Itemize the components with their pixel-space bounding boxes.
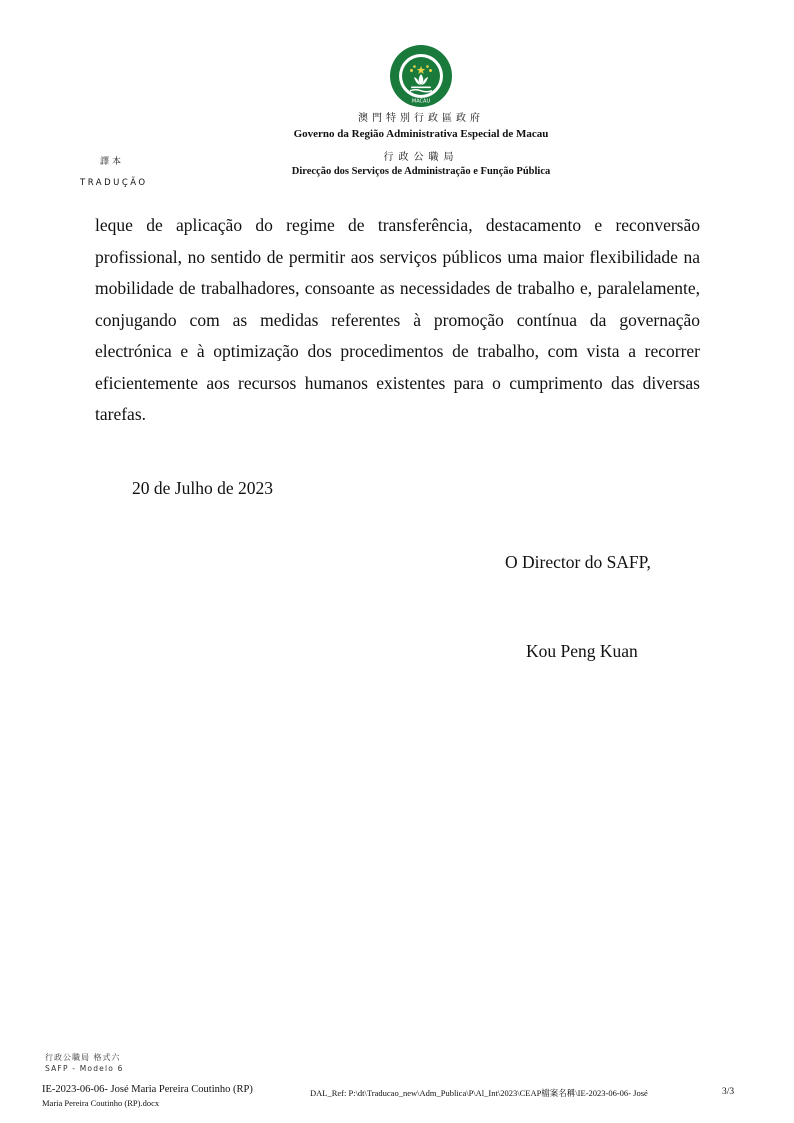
- region-name-portuguese: Governo da Região Administrativa Especial de Macau: [293, 128, 549, 140]
- macau-emblem: [389, 44, 453, 108]
- body-paragraph: leque de aplicação do regime de transferência, destacamento e reconversão profissional, no sentido de permitir aos serviços públicos uma maior flexibilidade na mobilidade de trabalhadores, consoante as necessidades de trabalho e, paralelamente, conjugando com as medidas referentes à promoção contínua da governação electrónica e à optimização dos procedimentos de trabalho, com vista a recorrer eficientemente aos recursos humanos existentes para o cumprimento das diversas tarefas.: [95, 215, 700, 424]
- page-number: 3/3: [722, 1087, 735, 1097]
- signer-name: Kou Peng Kuan: [526, 641, 638, 661]
- form-model-portuguese: SAFP - Modelo 6: [45, 1064, 124, 1073]
- signature-title: O Director do SAFP,: [505, 552, 651, 572]
- form-model-chinese: 行政公職局 格式六: [45, 1053, 121, 1062]
- document-date: 20 de Julho de 2023: [132, 478, 273, 498]
- department-name-portuguese: Direcção dos Serviços de Administração e Função Pública: [291, 166, 551, 177]
- translation-label-chinese: 譯本: [100, 157, 125, 167]
- footer-filename-line1: IE-2023-06-06- José Maria Pereira Coutinho (RP): [42, 1084, 253, 1095]
- translation-label-portuguese: TRADUÇÃO: [80, 178, 148, 188]
- emblem-caption: MACAU: [411, 98, 431, 105]
- footer-filename-line2: Maria Pereira Coutinho (RP).docx: [42, 1098, 160, 1108]
- region-name-chinese: 澳門特別行政區政府: [358, 113, 484, 124]
- department-name-chinese: 行政公職局: [383, 152, 459, 163]
- footer-reference-path: DAL_Ref: P:\dt\Traducao_new\Adm_Publica\P\Al_Int\2023\CEAP檔案名稱\IE-2023-06-06- José: [310, 1088, 648, 1098]
